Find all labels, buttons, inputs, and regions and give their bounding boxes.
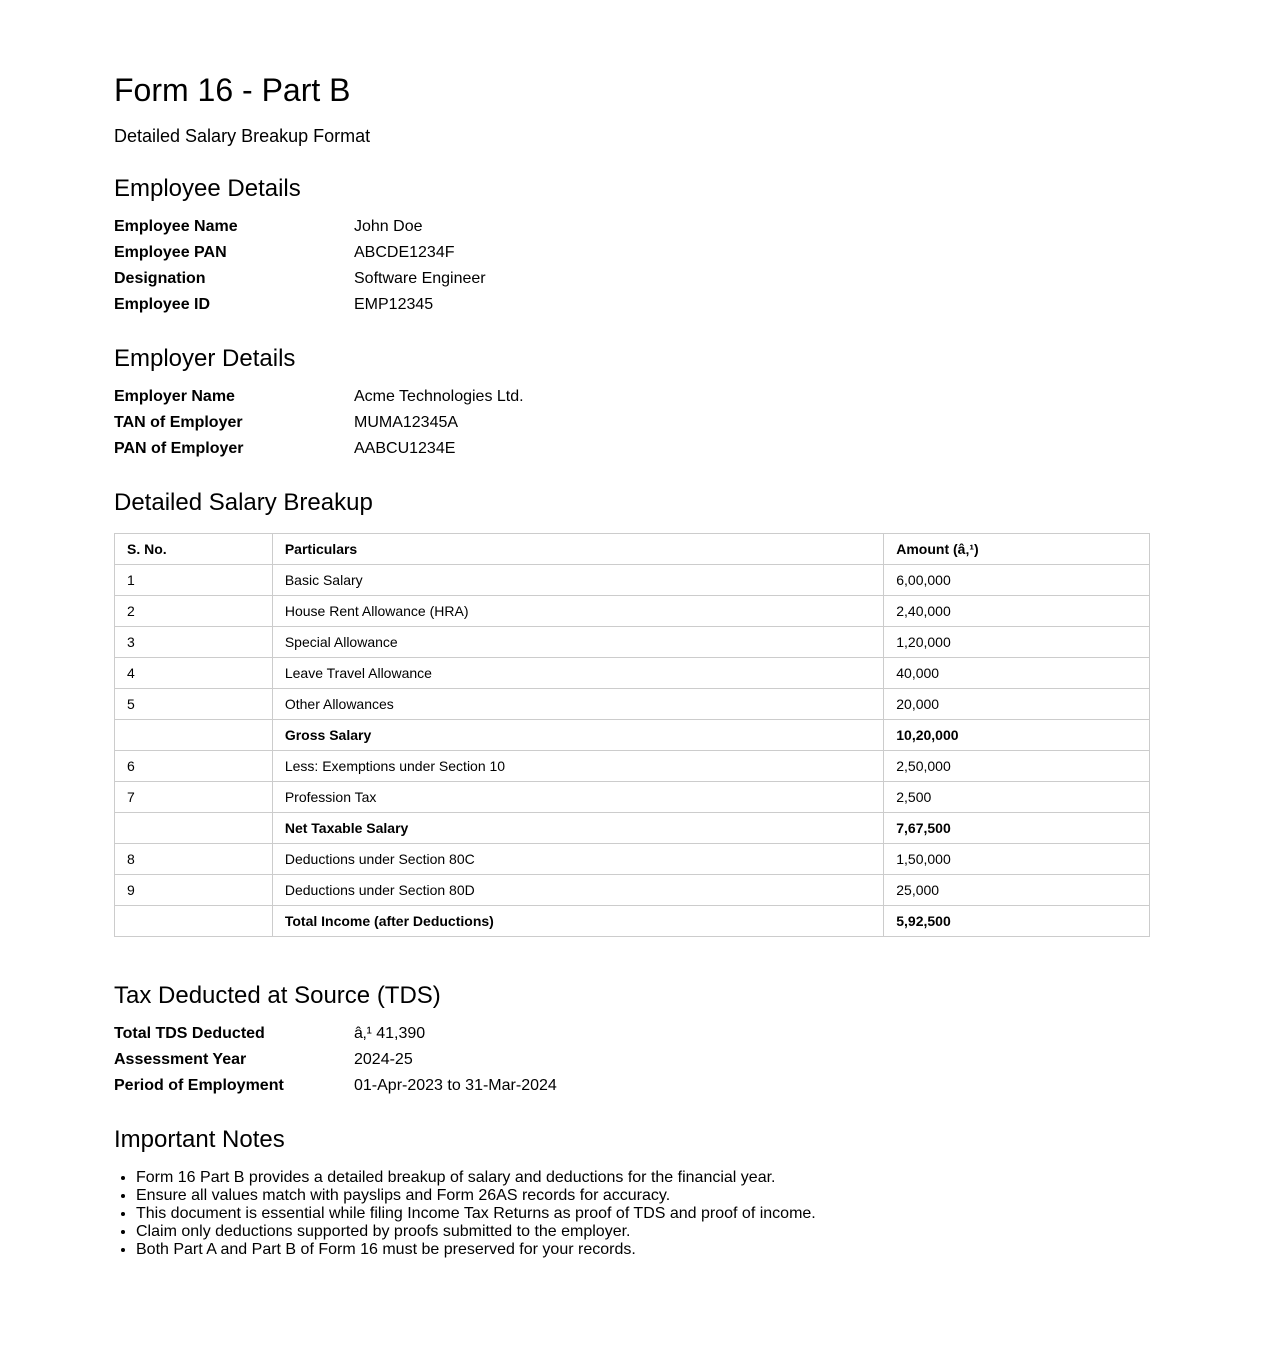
table-row bbox=[115, 751, 1150, 782]
assessment-year-row bbox=[114, 1047, 814, 1073]
notes-heading: Important Notes bbox=[114, 1126, 285, 1153]
field-value: Acme Technologies Ltd. bbox=[354, 388, 524, 405]
cell-amount: 7,67,500 bbox=[884, 813, 1150, 844]
cell-sno: 3 bbox=[115, 627, 273, 658]
cell-sno: 6 bbox=[115, 751, 273, 782]
total-tds-row bbox=[114, 1021, 814, 1047]
cell-sno: 8 bbox=[115, 844, 273, 875]
field-label: Employee PAN bbox=[114, 244, 227, 261]
employee-pan-row bbox=[114, 240, 814, 266]
employer-name-row bbox=[114, 384, 814, 410]
cell-amount: 40,000 bbox=[884, 658, 1150, 689]
cell-particular: Basic Salary bbox=[272, 565, 883, 596]
column-header-amount: Amount (â‚¹) bbox=[884, 534, 1150, 565]
cell-sno: 7 bbox=[115, 782, 273, 813]
field-value: Software Engineer bbox=[354, 270, 486, 287]
cell-sno bbox=[115, 813, 273, 844]
cell-particular: Deductions under Section 80D bbox=[272, 875, 883, 906]
field-label: Period of Employment bbox=[114, 1077, 284, 1094]
field-label: Total TDS Deducted bbox=[114, 1025, 265, 1042]
cell-amount: 10,20,000 bbox=[884, 720, 1150, 751]
table-row bbox=[115, 596, 1150, 627]
list-item: • This document is essential while filing Income Tax Returns as proof of TDS and proof of income. bbox=[136, 1205, 816, 1223]
table-row bbox=[115, 565, 1150, 596]
cell-amount: 20,000 bbox=[884, 689, 1150, 720]
table-row-subtotal bbox=[115, 720, 1150, 751]
tds-heading: Tax Deducted at Source (TDS) bbox=[114, 982, 441, 1009]
column-header-particulars: Particulars bbox=[272, 534, 883, 565]
field-label: Designation bbox=[114, 270, 206, 287]
field-label: Employee ID bbox=[114, 296, 211, 313]
table-row bbox=[115, 844, 1150, 875]
tds-details bbox=[114, 1021, 814, 1099]
cell-particular: Profession Tax bbox=[272, 782, 883, 813]
cell-sno: 5 bbox=[115, 689, 273, 720]
cell-sno: 9 bbox=[115, 875, 273, 906]
field-value: 01-Apr-2023 to 31-Mar-2024 bbox=[354, 1077, 557, 1094]
field-value: MUMA12345A bbox=[354, 414, 459, 431]
cell-amount: 1,50,000 bbox=[884, 844, 1150, 875]
field-value: ABCDE1234F bbox=[354, 244, 455, 261]
employer-pan-row bbox=[114, 436, 814, 462]
table-row-subtotal bbox=[115, 813, 1150, 844]
cell-particular: Total Income (after Deductions) bbox=[272, 906, 883, 937]
list-item: • Form 16 Part B provides a detailed breakup of salary and deductions for the financial year. bbox=[136, 1169, 816, 1187]
field-label: TAN of Employer bbox=[114, 414, 243, 431]
notes-list bbox=[114, 1169, 816, 1259]
cell-amount: 2,500 bbox=[884, 782, 1150, 813]
cell-particular: Leave Travel Allowance bbox=[272, 658, 883, 689]
cell-particular: House Rent Allowance (HRA) bbox=[272, 596, 883, 627]
employer-details-heading: Employer Details bbox=[114, 345, 296, 372]
page-subtitle: Detailed Salary Breakup Format bbox=[114, 126, 371, 146]
list-item: • Ensure all values match with payslips and Form 26AS records for accuracy. bbox=[136, 1187, 816, 1205]
cell-particular: Other Allowances bbox=[272, 689, 883, 720]
designation-row bbox=[114, 266, 814, 292]
employer-details bbox=[114, 384, 814, 462]
table-row-total bbox=[115, 906, 1150, 937]
table-row bbox=[115, 875, 1150, 906]
employee-id-row bbox=[114, 292, 814, 318]
employment-period-row bbox=[114, 1073, 814, 1099]
cell-sno: 2 bbox=[115, 596, 273, 627]
cell-amount: 1,20,000 bbox=[884, 627, 1150, 658]
cell-particular: Special Allowance bbox=[272, 627, 883, 658]
cell-amount: 6,00,000 bbox=[884, 565, 1150, 596]
field-label: Employee Name bbox=[114, 218, 238, 235]
employee-details bbox=[114, 214, 814, 318]
table-row bbox=[115, 689, 1150, 720]
table-row bbox=[115, 658, 1150, 689]
field-value: AABCU1234E bbox=[354, 440, 456, 457]
cell-particular: Net Taxable Salary bbox=[272, 813, 883, 844]
employee-details-heading: Employee Details bbox=[114, 175, 301, 202]
cell-particular: Deductions under Section 80C bbox=[272, 844, 883, 875]
salary-breakup-table bbox=[114, 533, 1150, 937]
field-value: 2024-25 bbox=[354, 1051, 413, 1068]
field-value: â‚¹ 41,390 bbox=[354, 1025, 426, 1042]
field-label: Assessment Year bbox=[114, 1051, 247, 1068]
column-header-sno: S. No. bbox=[115, 534, 273, 565]
cell-amount: 25,000 bbox=[884, 875, 1150, 906]
field-label: PAN of Employer bbox=[114, 440, 244, 457]
table-row bbox=[115, 782, 1150, 813]
cell-sno bbox=[115, 720, 273, 751]
cell-amount: 2,40,000 bbox=[884, 596, 1150, 627]
list-item: • Both Part A and Part B of Form 16 must be preserved for your records. bbox=[136, 1241, 816, 1259]
list-item: • Claim only deductions supported by proofs submitted to the employer. bbox=[136, 1223, 816, 1241]
field-label: Employer Name bbox=[114, 388, 235, 405]
cell-sno: 4 bbox=[115, 658, 273, 689]
employee-name-row bbox=[114, 214, 814, 240]
table-row bbox=[115, 627, 1150, 658]
field-value: John Doe bbox=[354, 218, 423, 235]
employer-tan-row bbox=[114, 410, 814, 436]
salary-breakup-heading: Detailed Salary Breakup bbox=[114, 489, 373, 516]
cell-particular: Less: Exemptions under Section 10 bbox=[272, 751, 883, 782]
cell-sno bbox=[115, 906, 273, 937]
cell-sno: 1 bbox=[115, 565, 273, 596]
field-value: EMP12345 bbox=[354, 296, 434, 313]
cell-particular: Gross Salary bbox=[272, 720, 883, 751]
cell-amount: 2,50,000 bbox=[884, 751, 1150, 782]
page-title: Form 16 - Part B bbox=[114, 72, 351, 108]
table-header-row bbox=[115, 534, 1150, 565]
cell-amount: 5,92,500 bbox=[884, 906, 1150, 937]
